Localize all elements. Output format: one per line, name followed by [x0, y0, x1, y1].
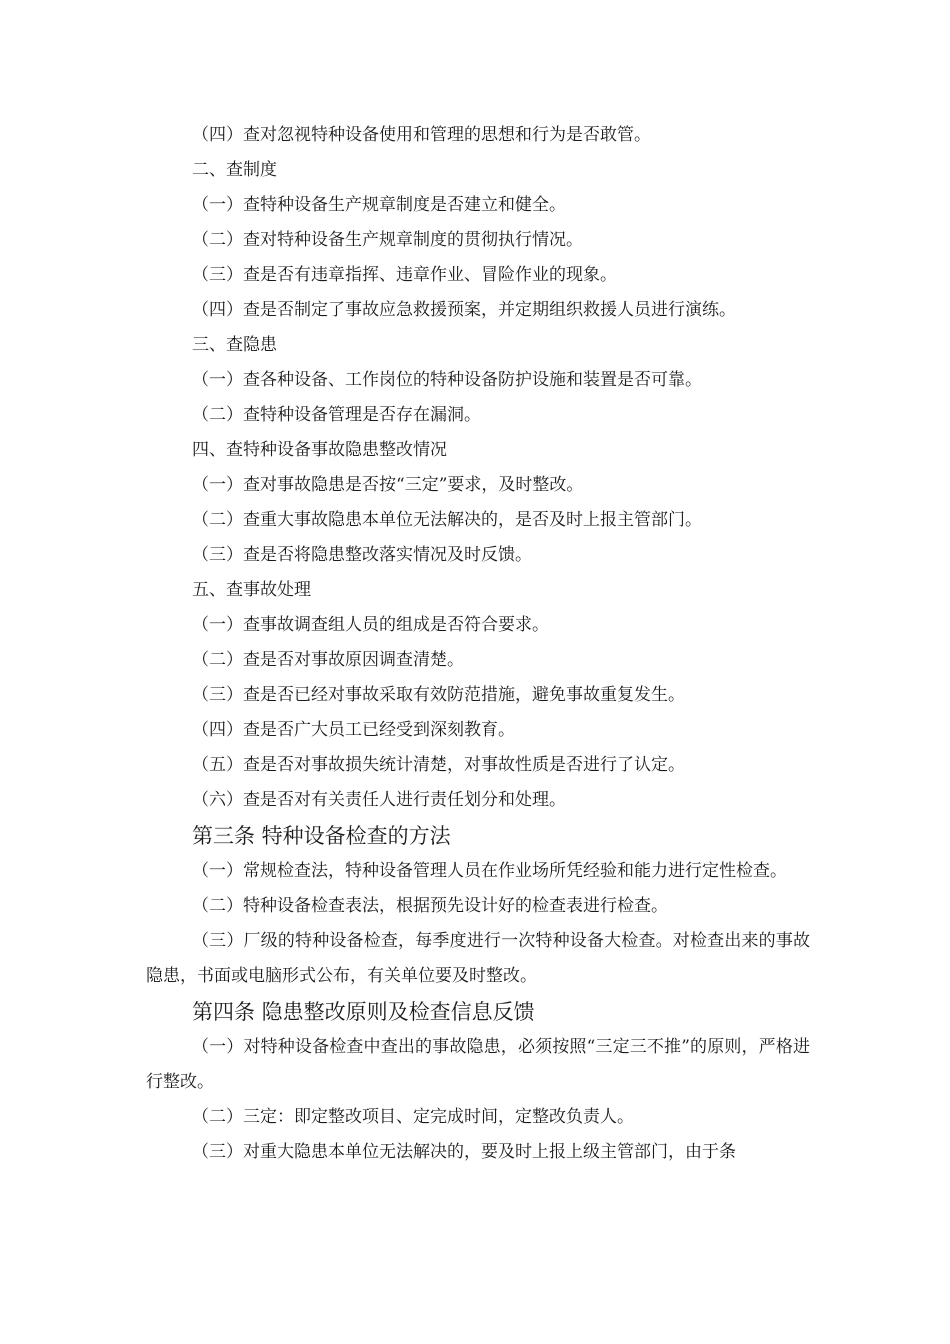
article-3-paragraph-2: （二）特种设备检查表法，根据预先设计好的检查表进行检查。	[192, 896, 668, 916]
section-heading-check-accidents: 五、查事故处理	[192, 580, 311, 600]
list-item: （五）查是否对事故损失统计清楚，对事故性质是否进行了认定。	[192, 755, 685, 775]
list-item: （三）查是否将隐患整改落实情况及时反馈。	[192, 545, 532, 565]
section-heading-check-system: 二、查制度	[192, 160, 277, 180]
article-4-paragraph-3: （三）对重大隐患本单位无法解决的，要及时上报上级主管部门，由于条	[192, 1142, 736, 1162]
section-heading-check-rectification: 四、查特种设备事故隐患整改情况	[192, 440, 447, 460]
list-item: （二）查特种设备管理是否存在漏洞。	[192, 405, 481, 425]
list-item: （一）查事故调查组人员的组成是否符合要求。	[192, 615, 549, 635]
article-4-paragraph-2: （二）三定：即定整改项目、定完成时间，定整改负责人。	[192, 1107, 634, 1127]
list-item: （一）查对事故隐患是否按“三定”要求，及时整改。	[192, 475, 584, 495]
list-item: （二）查重大事故隐患本单位无法解决的，是否及时上报主管部门。	[192, 510, 702, 530]
list-item: （一）查各种设备、工作岗位的特种设备防护设施和装置是否可靠。	[192, 370, 702, 390]
article-4-paragraph-1: （一）对特种设备检查中查出的事故隐患，必须按照“三定三不推”的原则，严格进行整改。	[146, 1037, 810, 1092]
list-item: （一）查特种设备生产规章制度是否建立和健全。	[192, 195, 566, 215]
article-3-paragraph-3: （三）厂级的特种设备检查，每季度进行一次特种设备大检查。对检查出来的事故隐患，书面或电脑形式公布，有关单位要及时整改。	[146, 931, 810, 986]
list-item: （六）查是否对有关责任人进行责任划分和处理。	[192, 790, 566, 810]
list-item: （四）查是否广大员工已经受到深刻教育。	[192, 720, 515, 740]
section-heading-check-hazards: 三、查隐患	[192, 335, 277, 355]
article-3-heading: 第三条 特种设备检查的方法	[192, 824, 451, 848]
document-body	[146, 118, 810, 1170]
list-item: （四）查是否制定了事故应急救援预案，并定期组织救援人员进行演练。	[192, 300, 736, 320]
article-4-heading: 第四条 隐患整改原则及检查信息反馈	[192, 1000, 535, 1024]
list-item: （三）查是否已经对事故采取有效防范措施，避免事故重复发生。	[192, 685, 685, 705]
list-item: （四）查对忽视特种设备使用和管理的思想和行为是否敢管。	[192, 125, 651, 145]
list-item: （二）查是否对事故原因调查清楚。	[192, 650, 464, 670]
list-item: （二）查对特种设备生产规章制度的贯彻执行情况。	[192, 230, 583, 250]
article-3-paragraph-1: （一）常规检查法，特种设备管理人员在作业场所凭经验和能力进行定性检查。	[192, 861, 787, 881]
list-item: （三）查是否有违章指挥、违章作业、冒险作业的现象。	[192, 265, 617, 285]
